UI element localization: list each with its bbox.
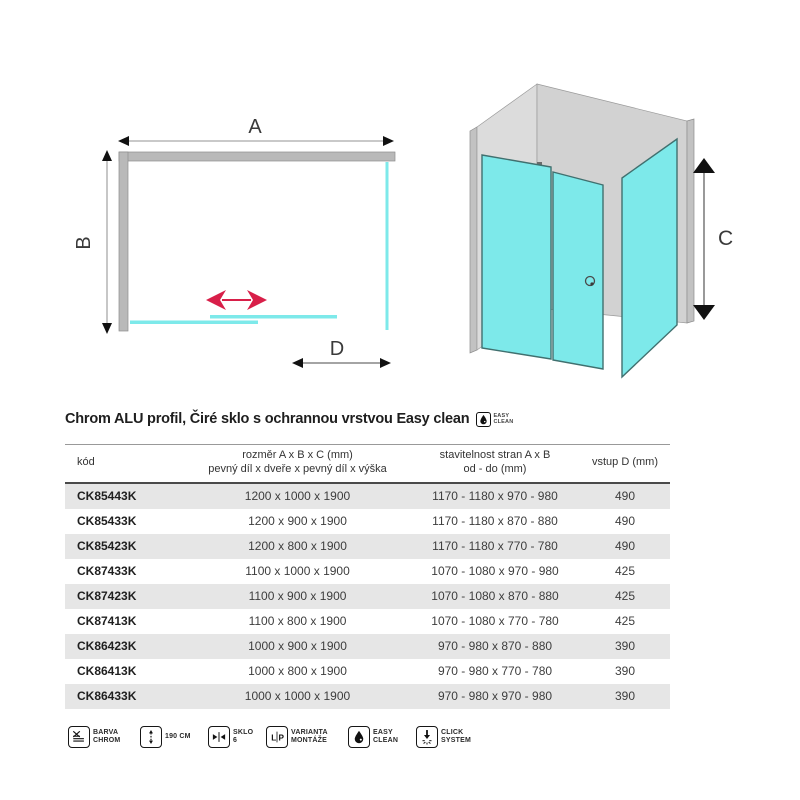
col-header-rozmer-line2: pevný díl x dveře x pevný díl x výška: [208, 462, 387, 475]
easy-clean-badge: [476, 412, 515, 427]
spec-table-header-row: [65, 445, 670, 483]
cell-stavitelnost: 1070 - 1080 x 970 - 980: [431, 564, 559, 578]
table-row: [65, 684, 670, 709]
wall-left: [119, 152, 128, 331]
cell-kod: CK86433K: [77, 689, 137, 703]
section-title-row: [65, 411, 515, 427]
svg-text:L: L: [271, 733, 277, 743]
feature-label: EASY CLEAN: [373, 728, 399, 744]
cell-kod: CK87433K: [77, 564, 137, 578]
cell-rozmer: 1000 x 1000 x 1900: [244, 689, 351, 703]
cell-kod: CK86413K: [77, 664, 137, 678]
col-header-stavitelnost-line1: stavitelnost stran A x B: [439, 449, 551, 461]
cell-kod: CK85433K: [77, 514, 137, 528]
cell-vstup: 490: [614, 489, 636, 503]
feature-height: [140, 726, 195, 748]
cell-vstup: 390: [614, 664, 636, 678]
dim-a-arrow-left: [118, 136, 129, 146]
col-header-stavitelnost: [410, 445, 580, 483]
cell-stavitelnost: 1170 - 1180 x 870 - 880: [432, 514, 558, 528]
feature-label: VARIANTA MONTÁŽE: [291, 728, 328, 744]
cell-rozmer: 1100 x 900 x 1900: [248, 589, 347, 603]
table-row: [65, 659, 670, 684]
door-handle-dot: [590, 282, 593, 285]
cell-stavitelnost: 970 - 980 x 770 - 780: [437, 664, 553, 678]
col-header-kod: [65, 445, 185, 483]
water-drop-icon: [476, 412, 491, 427]
cell-rozmer: 1000 x 800 x 1900: [248, 664, 347, 678]
cell-kod: CK85443K: [77, 489, 137, 503]
cell-rozmer: 1200 x 900 x 1900: [248, 514, 347, 528]
iso-wall-right-edge: [687, 119, 694, 323]
plan-view-diagram: [73, 116, 395, 368]
cell-kod: CK87413K: [77, 614, 137, 628]
cell-rozmer: 1100 x 800 x 1900: [248, 614, 347, 628]
dim-b-arrow-top: [102, 150, 112, 161]
glass-thickness-icon: [208, 726, 230, 748]
iso-glass-side-panel: [622, 139, 677, 377]
dim-c-label: C: [718, 227, 734, 250]
cell-rozmer: 1000 x 900 x 1900: [248, 639, 347, 653]
cell-kod: CK85423K: [77, 539, 137, 553]
iso-view-diagram: [470, 84, 733, 377]
col-header-stavitelnost-line2: od - do (mm): [463, 462, 527, 475]
iso-glass-door-panel: [553, 172, 603, 369]
spec-table: [65, 444, 670, 709]
feature-varianta-montaze: [266, 726, 335, 748]
cell-kod: CK87423K: [77, 589, 137, 603]
glass-fixed-part-line: [210, 315, 337, 319]
feature-sklo: [208, 726, 253, 748]
iso-glass-fixed-panel: [482, 155, 551, 359]
col-header-vstup-label: vstup D (mm): [592, 455, 658, 468]
cell-vstup: 425: [614, 564, 636, 578]
table-row: [65, 634, 670, 659]
click-system-icon: [416, 726, 438, 748]
cell-stavitelnost: 1070 - 1080 x 770 - 780: [431, 614, 559, 628]
dim-d-arrow-right: [380, 358, 391, 368]
cell-rozmer: 1200 x 1000 x 1900: [244, 489, 351, 503]
feature-icons-row: [68, 726, 488, 748]
dim-a-arrow-right: [383, 136, 394, 146]
col-header-rozmer-line1: rozměr A x B x C (mm): [242, 449, 353, 461]
table-row: [65, 534, 670, 559]
glass-sliding-door-line: [130, 321, 258, 325]
table-row: [65, 609, 670, 634]
dim-d-arrow-left: [292, 358, 303, 368]
col-header-vstup: [580, 445, 670, 483]
page-title: Chrom ALU profil, Čiré sklo s ochrannou vrstvou Easy clean: [65, 411, 470, 427]
feature-label: SKLO 6: [233, 728, 254, 744]
dim-d-label: D: [329, 338, 345, 360]
cell-stavitelnost: 1170 - 1180 x 970 - 980: [432, 489, 558, 503]
feature-label: CLICK SYSTEM: [441, 728, 471, 744]
dim-c-arrow-bottom: [693, 305, 715, 320]
cell-stavitelnost: 970 - 980 x 870 - 880: [437, 639, 553, 653]
cell-stavitelnost: 1070 - 1080 x 870 - 880: [431, 589, 559, 603]
feature-click-system: [416, 726, 475, 748]
cell-vstup: 490: [614, 514, 636, 528]
table-row: [65, 584, 670, 609]
cell-vstup: 390: [614, 639, 636, 653]
feature-label: BARVA CHROM: [93, 728, 121, 744]
col-header-kod-label: kód: [77, 455, 95, 468]
dim-b-label: B: [73, 236, 95, 250]
dim-a-label: A: [248, 116, 262, 138]
svg-text:P: P: [278, 733, 284, 743]
cell-stavitelnost: 1170 - 1180 x 770 - 780: [432, 539, 558, 553]
cell-vstup: 425: [614, 589, 636, 603]
cell-rozmer: 1100 x 1000 x 1900: [245, 564, 350, 578]
cell-vstup: 390: [614, 689, 636, 703]
cell-stavitelnost: 970 - 980 x 970 - 980: [437, 689, 553, 703]
dim-b-arrow-bottom: [102, 323, 112, 334]
glass-side-panel-line: [386, 162, 389, 330]
chrome-profile-icon: [68, 726, 90, 748]
feature-barva-chrom: [68, 726, 127, 748]
table-row: [65, 559, 670, 584]
table-row: [65, 483, 670, 509]
table-row: [65, 509, 670, 534]
easy-clean-badge-label: EASY CLEAN: [493, 412, 514, 425]
cell-kod: CK86423K: [77, 639, 137, 653]
wall-top: [119, 152, 395, 161]
iso-wall-left-edge: [470, 127, 477, 353]
cell-vstup: 425: [614, 614, 636, 628]
cell-vstup: 490: [614, 539, 636, 553]
easy-clean-icon: [348, 726, 370, 748]
mount-variant-icon: [266, 726, 288, 748]
dim-c-arrow-top: [693, 158, 715, 173]
height-arrow-icon: [140, 726, 162, 748]
feature-easy-clean: [348, 726, 403, 748]
col-header-rozmer: [185, 445, 410, 483]
cell-rozmer: 1200 x 800 x 1900: [248, 539, 347, 553]
feature-label: 190 CM: [165, 732, 191, 740]
